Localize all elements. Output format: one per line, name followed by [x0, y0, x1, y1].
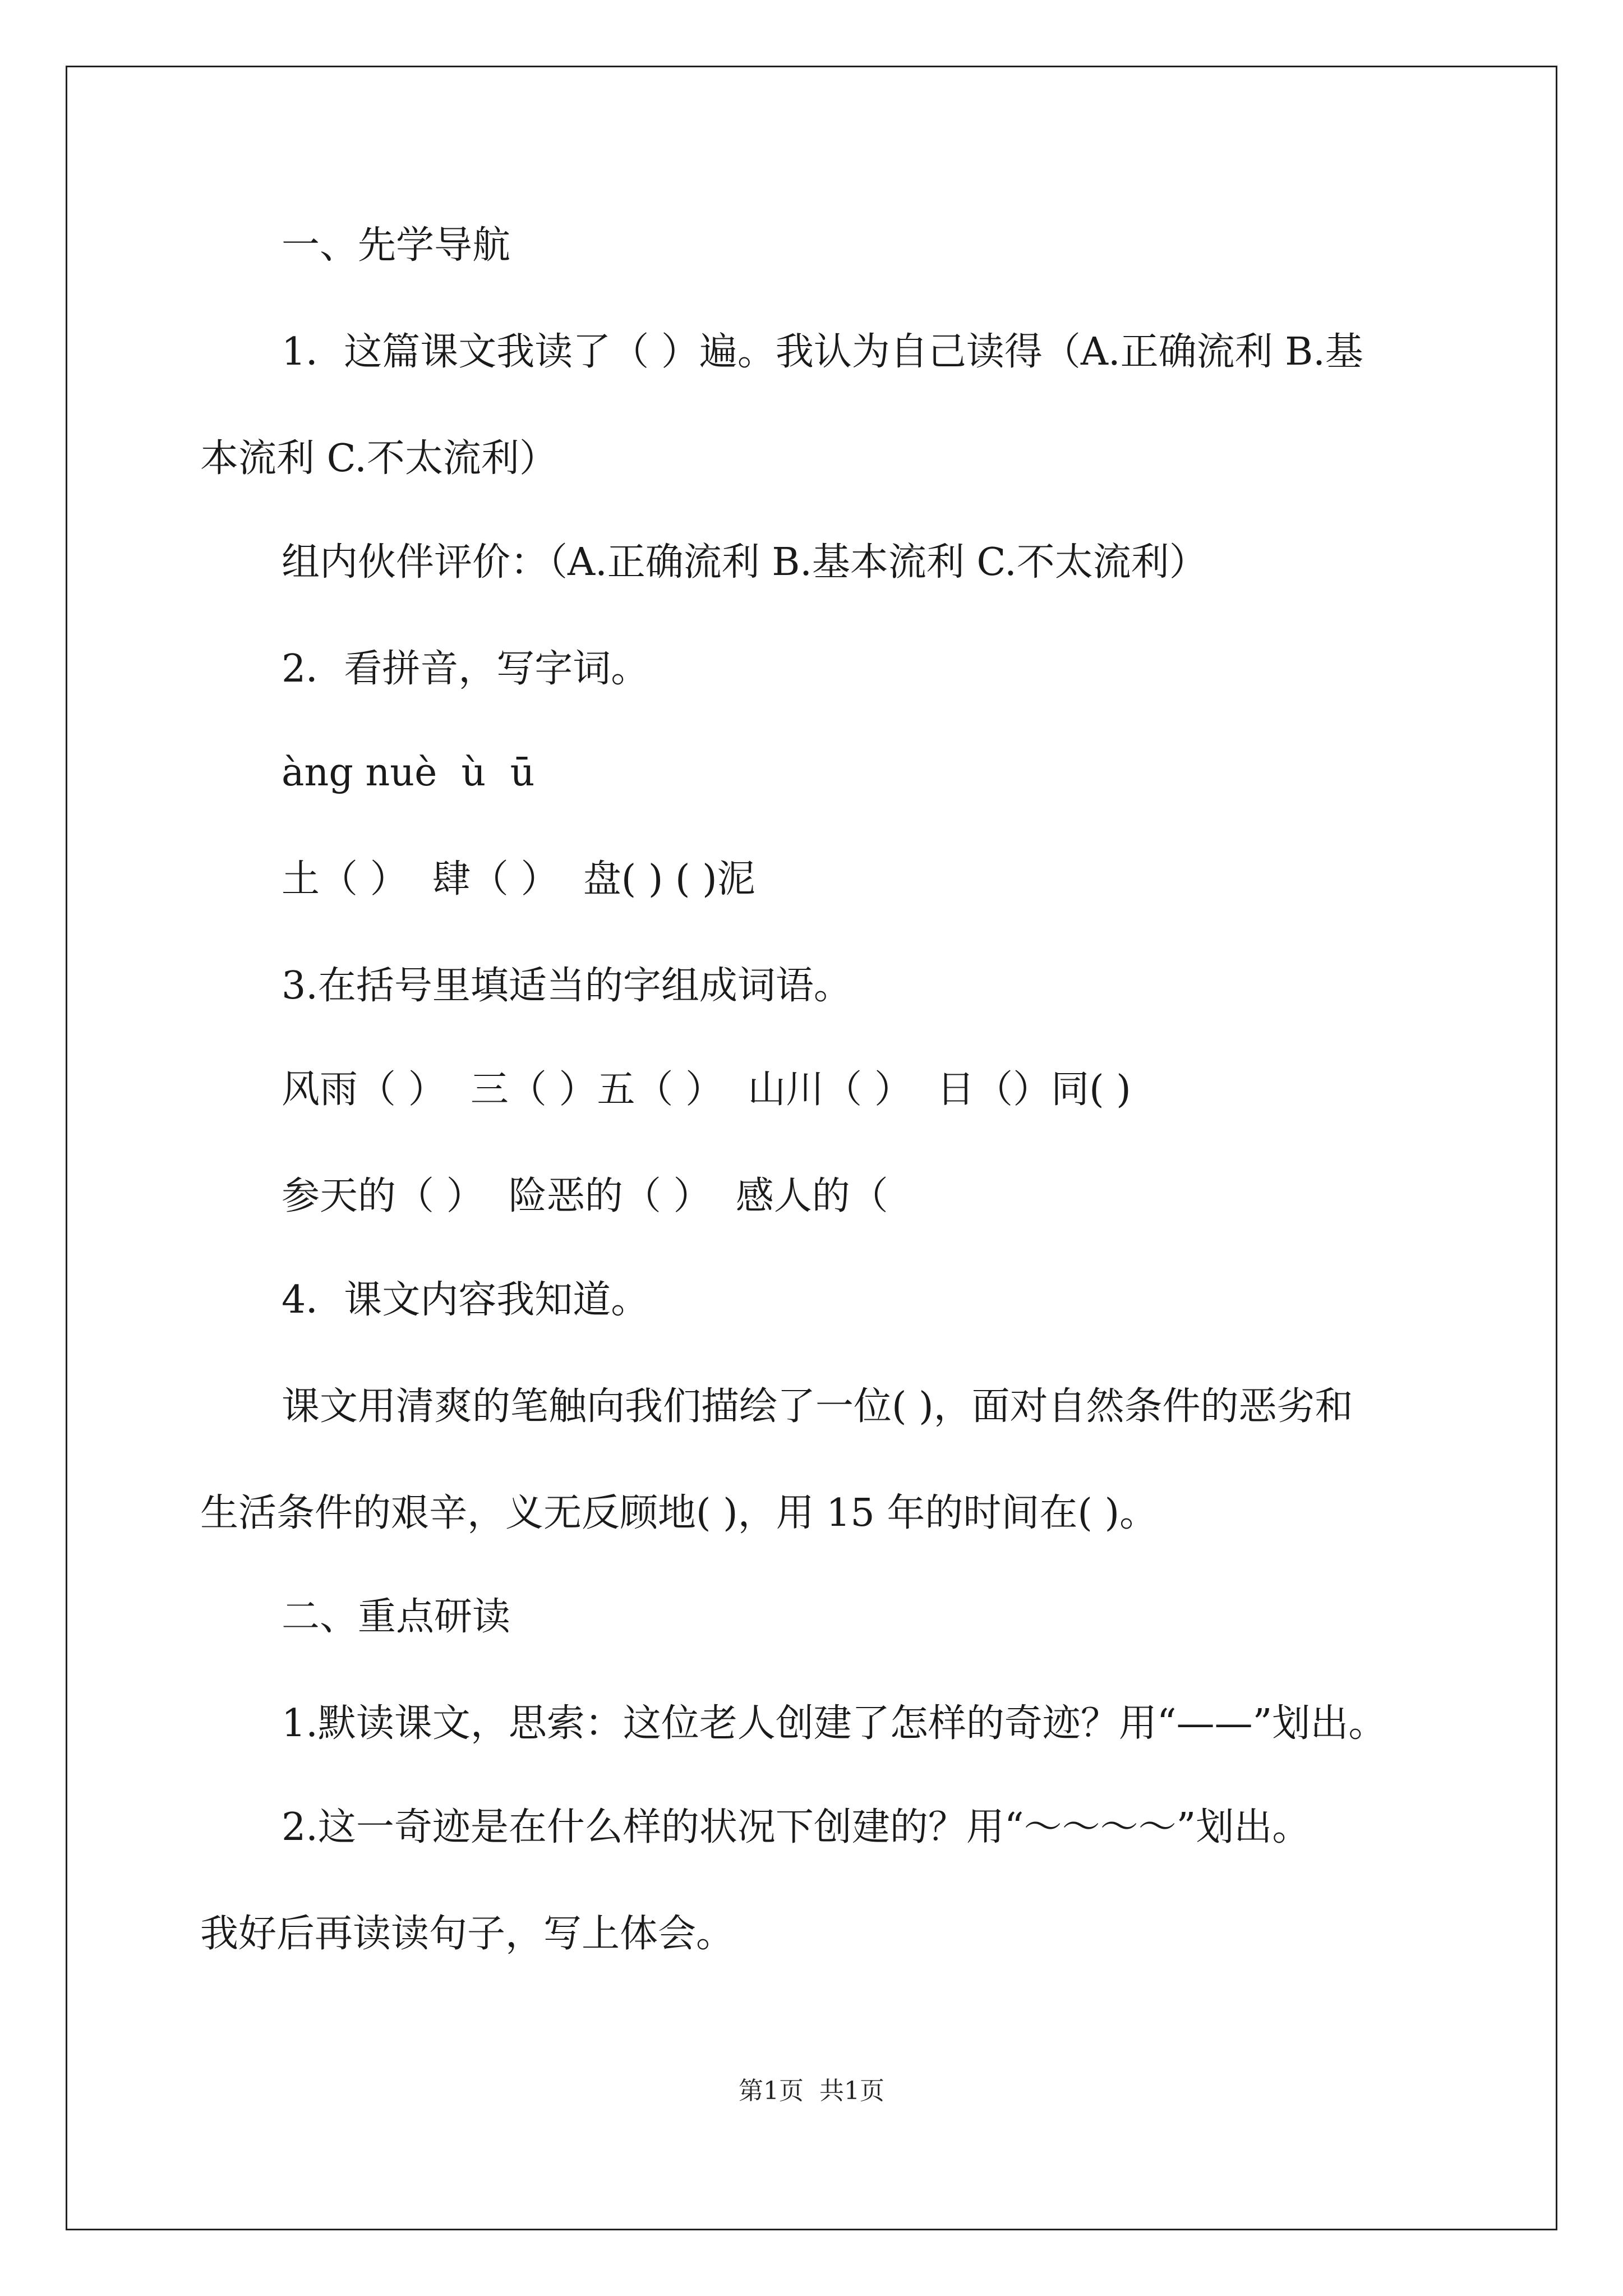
section-heading-2: 二、重点研读 — [282, 1595, 511, 1639]
content-summary-2: 生活条件的艰辛，义无反顾地( )，用 15 年的时间在( )。 — [200, 1491, 1158, 1535]
question-1-line-2: 本流利 C.不太流利） — [200, 436, 557, 481]
content-summary-1: 课文用清爽的笔触向我们描绘了一位( )，面对自然条件的恶劣和 — [282, 1384, 1353, 1429]
study-question-2: 2.这一奇迹是在什么样的状况下创建的？用“～～～～”划出。 — [282, 1805, 1311, 1849]
question-1-line-1: 1．这篇课文我读了（ ）遍。我认为自己读得（A.正确流利 B.基 — [282, 330, 1363, 374]
peer-evaluation: 组内伙伴评价：（A.正确流利 B.基本流利 C.不太流利） — [282, 540, 1207, 585]
pinyin-line: àng nuè ù ū — [282, 751, 535, 795]
study-question-1: 1.默读课文，思索：这位老人创建了怎样的奇迹？用“——”划出。 — [282, 1701, 1387, 1746]
word-blanks-2: 参天的（ ） 险恶的（ ） 感人的（ — [282, 1174, 888, 1218]
question-4: 4．课文内容我知道。 — [282, 1278, 649, 1322]
section-heading-1: 一、先学导航 — [282, 223, 511, 268]
question-3: 3.在括号里填适当的字组成词语。 — [282, 964, 852, 1008]
page-footer: 第1页 共1页 — [739, 2077, 884, 2105]
study-question-2-cont: 我好后再读读句子，写上体会。 — [200, 1912, 735, 1956]
pinyin-blanks: 土（ ） 肆（ ） 盘( ) ( )泥 — [282, 857, 755, 901]
word-blanks-1: 风雨（ ） 三（ ）五（ ） 山川（ ） 日（）同( ) — [282, 1068, 1131, 1112]
page-border — [66, 66, 1557, 2230]
question-2: 2．看拼音，写字词。 — [282, 647, 649, 691]
